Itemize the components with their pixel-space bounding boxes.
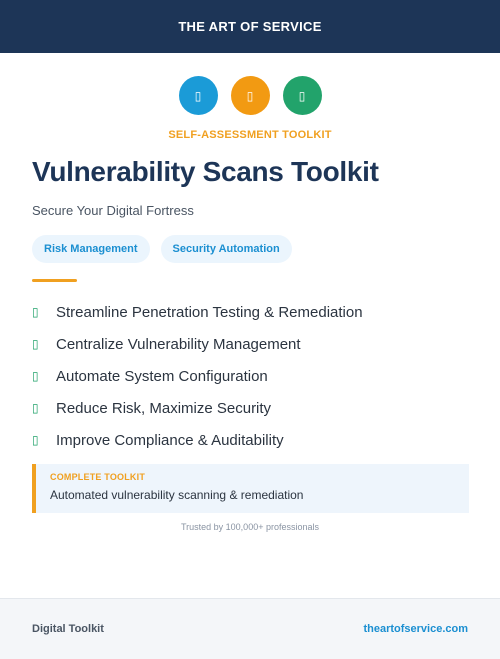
feature-item [32,328,363,360]
callout-label: COMPLETE TOOLKIT [50,472,146,482]
check-icon: ▯ [32,369,39,383]
website-link[interactable]: theartofservice.com [363,623,468,635]
tag-risk-management: Risk Management [32,235,150,263]
feature-item [32,392,363,424]
page-title: Vulnerability Scans Toolkit [32,156,379,187]
top-banner [0,0,500,53]
category-icon-blue: ▯ [179,76,218,115]
feature-item [32,296,363,328]
feature-label: Streamline Penetration Testing & Remediation [56,303,363,321]
feature-item [32,424,363,456]
accent-divider [32,279,77,282]
check-icon: ▯ [32,433,39,447]
feature-label: Reduce Risk, Maximize Security [56,399,272,417]
callout-text: Automated vulnerability scanning & remediation [50,488,304,502]
toolkit-callout [32,464,469,513]
check-icon: ▯ [32,401,39,415]
tag-list [32,235,292,263]
trusted-note: Trusted by 100,000+ professionals [180,522,319,532]
icon-row [0,76,500,115]
check-icon: ▯ [32,337,39,351]
category-icon-orange: ▯ [231,76,270,115]
feature-label: Centralize Vulnerability Management [56,335,301,353]
feature-list [32,296,363,456]
footer-label: Digital Toolkit [32,623,104,635]
toolkit-kicker: SELF-ASSESSMENT TOOLKIT [168,129,332,141]
tag-security-automation: Security Automation [161,235,292,263]
check-icon: ▯ [32,305,39,319]
category-icon-green: ▯ [283,76,322,115]
feature-label: Automate System Configuration [56,367,268,385]
feature-label: Improve Compliance & Auditability [56,431,284,449]
footer [0,598,500,659]
brand-name: THE ART OF SERVICE [178,19,322,34]
feature-item [32,360,363,392]
page-subtitle: Secure Your Digital Fortress [32,203,194,218]
